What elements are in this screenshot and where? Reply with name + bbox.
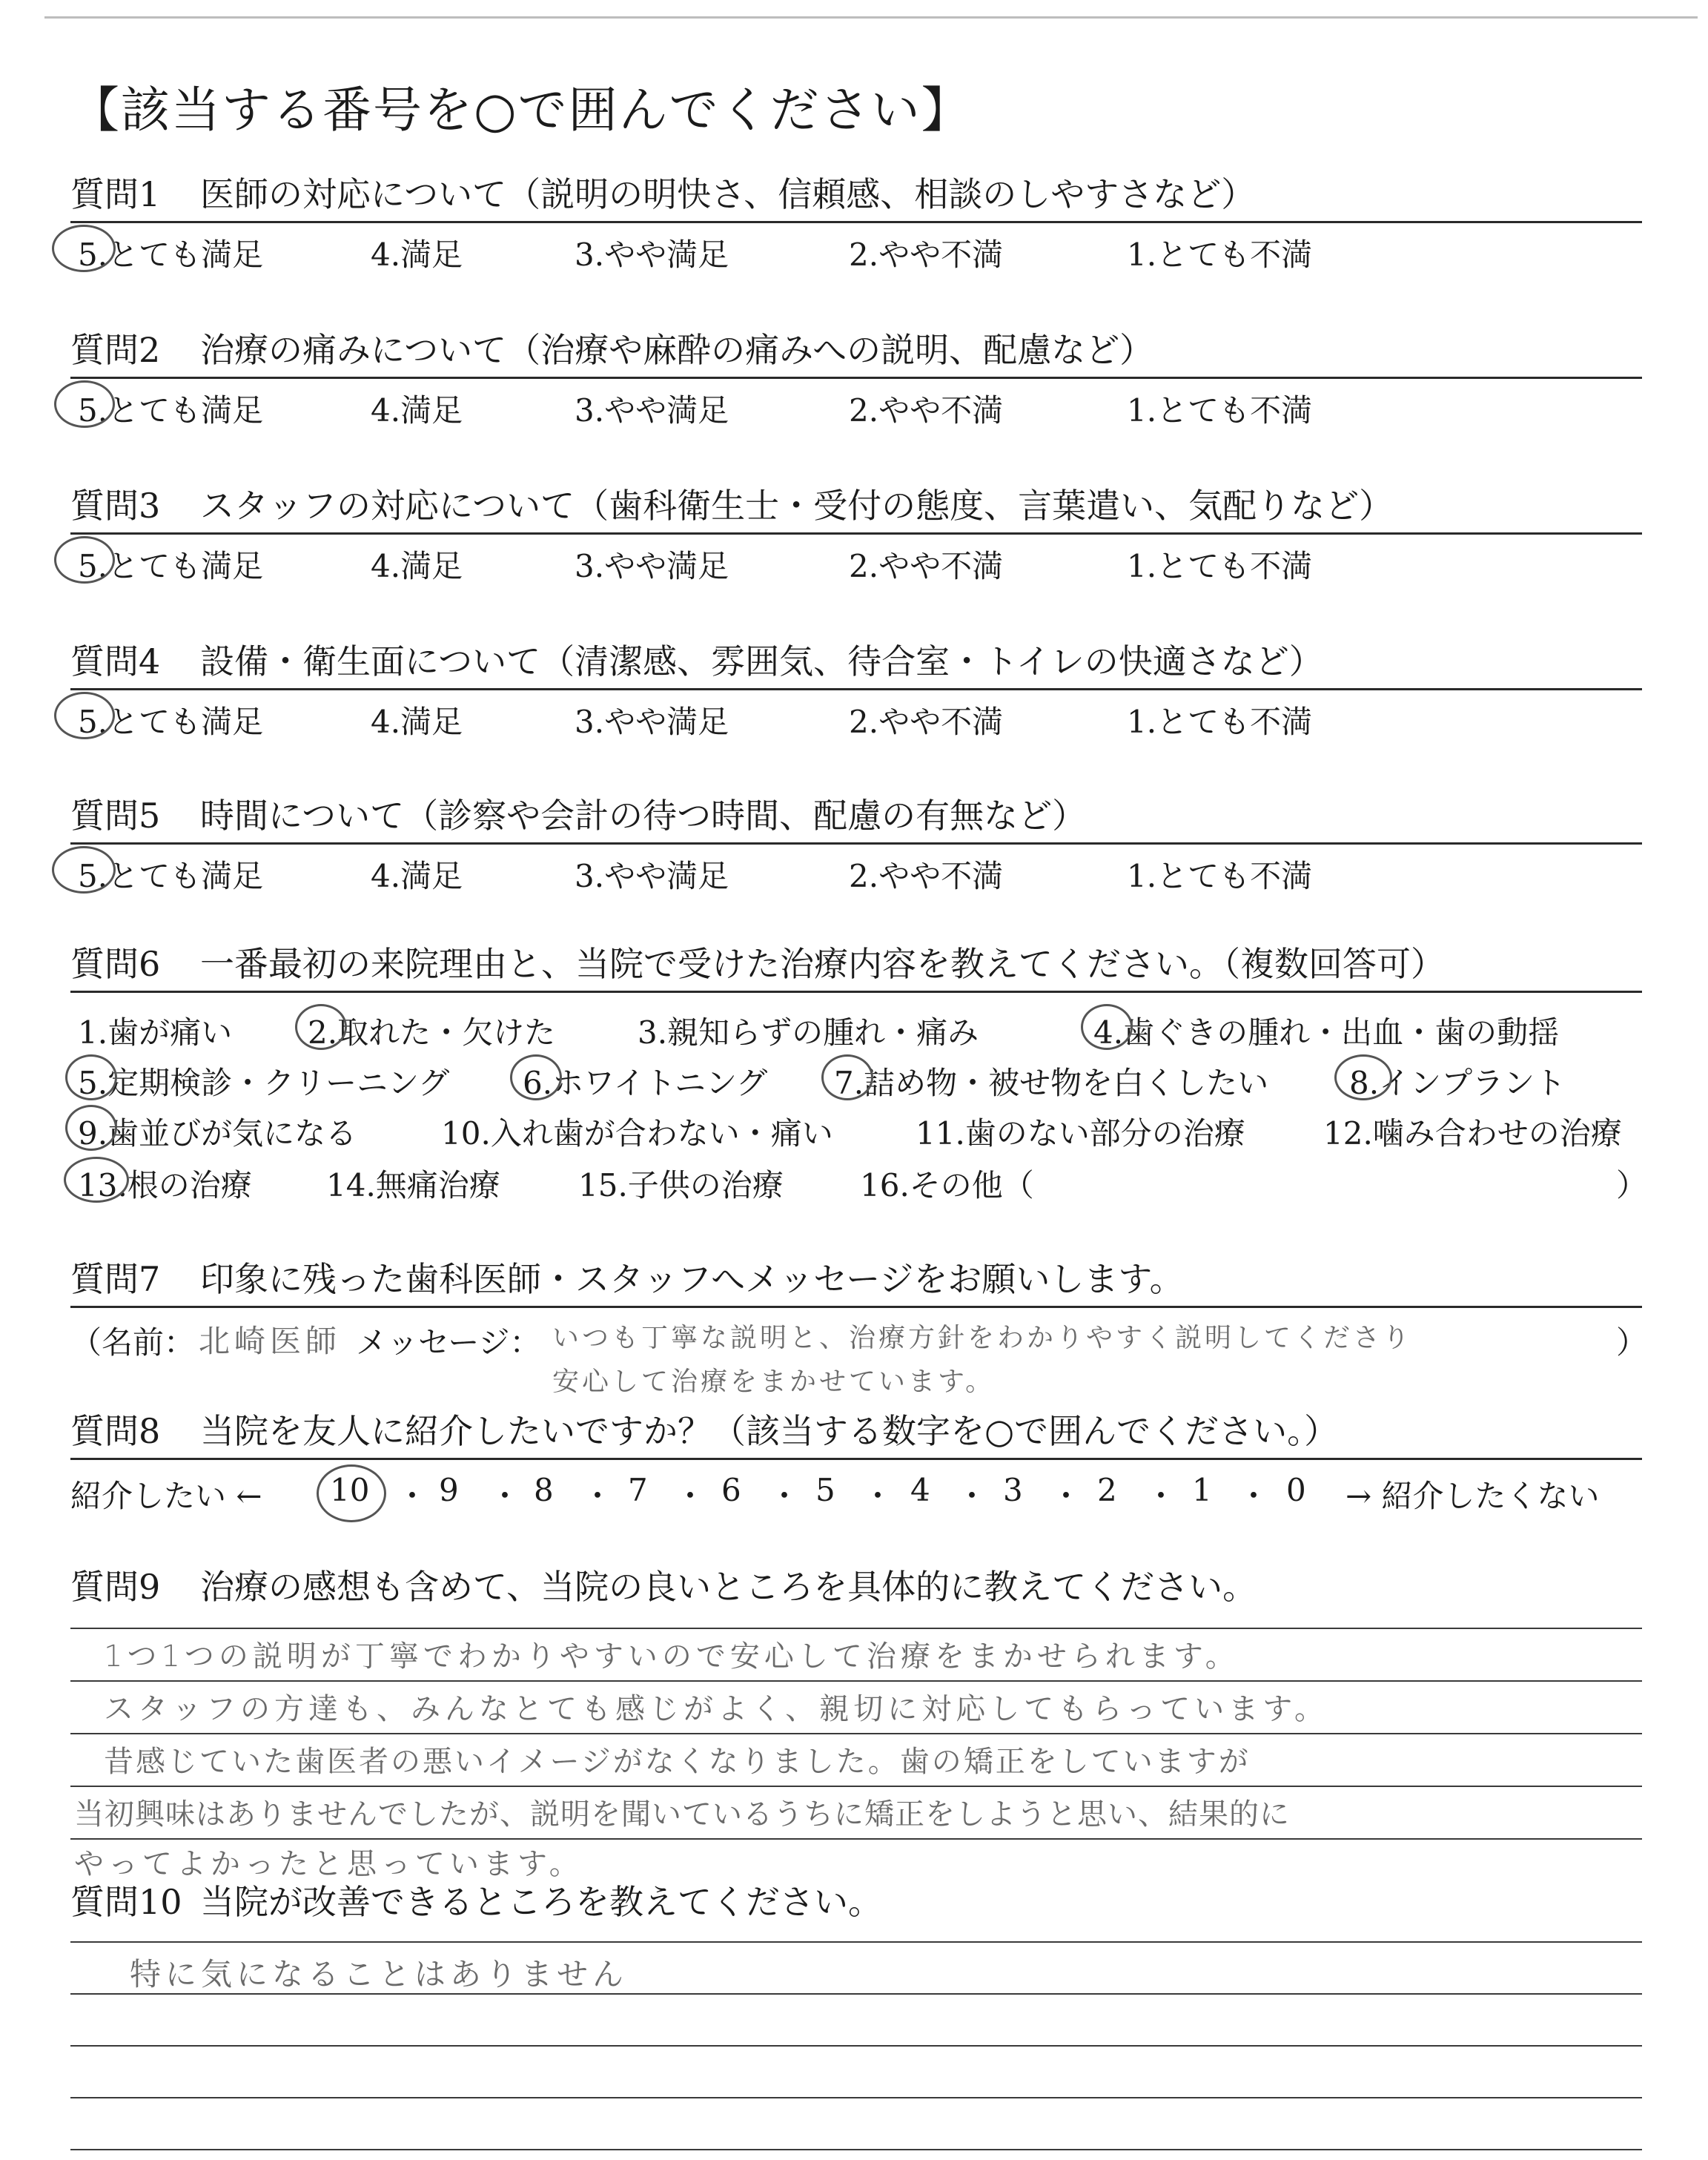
question-5-options [70,845,1642,894]
scale-dot: ・ [582,1478,614,1514]
scale-dot: ・ [769,1478,801,1514]
q6-option-1[interactable]: 1.歯が痛い [78,1014,233,1051]
scale-dot: ・ [862,1478,894,1514]
q6-option-15[interactable]: 15.子供の治療 [578,1167,784,1203]
selection-circle [65,1054,117,1100]
option-1[interactable]: 1.とても不満 [1127,704,1313,740]
question-2-text: 治療の痛みについて（治療や麻酔の痛みへの説明、配慮など） [200,330,1154,370]
q9-answer-line-2[interactable]: スタッフの方達も、みんなとても感じがよく、親切に対応してもらっています。 [104,1692,1328,1726]
selection-circle [54,692,115,739]
question-4-title [70,639,1642,690]
option-2[interactable]: 2.やや不満 [849,704,1004,740]
q7-name-value[interactable]: 北崎医師 [199,1323,342,1359]
selection-circle [54,536,115,584]
question-5 [70,793,1642,894]
question-10-title [70,1880,1642,1924]
question-1 [70,172,1642,273]
question-9-text: 治療の感想も含めて、当院の良いところを具体的に教えてください。 [200,1567,1257,1607]
q6-option-12[interactable]: 12.噛み合わせの治療 [1323,1115,1622,1152]
option-1[interactable]: 1.とても不満 [1127,392,1313,429]
scale-5[interactable]: 5 [815,1472,835,1508]
question-7-text: 印象に残った歯科医師・スタッフへメッセージをお願いします。 [200,1259,1184,1299]
page-title: 【該当する番号を○で囲んでください】 [70,82,972,139]
scale-dot: ・ [956,1478,988,1514]
option-5[interactable]: 5.とても満足 [78,392,264,429]
scale-9[interactable]: 9 [439,1472,459,1508]
scale-3[interactable]: 3 [1003,1472,1023,1508]
scale-8[interactable]: 8 [534,1472,554,1508]
question-2-options [70,379,1642,429]
question-4-label: 質問4 [70,641,161,681]
scale-1[interactable]: 1 [1192,1472,1212,1508]
q9-answer-line-4[interactable]: 当初興味はありませんでしたが、説明を聞いているうちに矯正をしようと思い、結果的に [74,1797,1290,1832]
question-7-title [70,1257,1642,1308]
scale-dot: ・ [1145,1478,1177,1514]
selection-circle [1081,1004,1133,1050]
scale-dot: ・ [1050,1478,1082,1514]
option-4[interactable]: 4.満足 [371,858,463,894]
question-8-title [70,1409,1642,1460]
option-2[interactable]: 2.やや不満 [849,392,1004,429]
option-2[interactable]: 2.やや不満 [849,237,1004,273]
option-4[interactable]: 4.満足 [371,548,463,584]
option-3[interactable]: 3.やや満足 [575,858,729,894]
scale-10[interactable]: 10 [330,1472,370,1508]
option-3[interactable]: 3.やや満足 [575,704,729,740]
q10-answer-line-1[interactable]: 特に気になることはありません [130,1956,629,1992]
option-1[interactable]: 1.とても不満 [1127,858,1313,894]
option-1[interactable]: 1.とても不満 [1127,548,1313,584]
scale-dot: ・ [675,1478,706,1514]
recommend-scale [70,1472,1642,1516]
question-2-title [70,328,1642,379]
scale-7[interactable]: 7 [628,1472,648,1508]
selection-circle [317,1464,386,1522]
question-6 [70,942,1642,993]
question-1-title [70,172,1642,223]
selection-circle [65,1105,117,1151]
option-4[interactable]: 4.満足 [371,392,463,429]
option-5[interactable]: 5.とても満足 [78,237,264,273]
answer-line [70,1838,1642,1840]
answer-line [70,1941,1642,1943]
q7-message-line-1[interactable]: いつも丁寧な説明と、治療方針をわかりやすく説明してくださり [552,1323,1413,1353]
selection-circle [54,380,115,428]
question-5-label: 質問5 [70,796,161,836]
answer-line [70,2149,1642,2150]
question-7 [70,1257,1642,1308]
question-10-text: 当院が改善できるところを教えてください。 [200,1882,882,1922]
question-4 [70,639,1642,740]
answer-line [70,1786,1642,1787]
option-4[interactable]: 4.満足 [371,237,463,273]
selection-circle [510,1054,562,1100]
question-5-text: 時間について（診察や会計の待つ時間、配慮の有無など） [200,796,1087,836]
q6-option-7[interactable]: 7.詰め物・被せ物を白くしたい [834,1065,1269,1101]
option-2[interactable]: 2.やや不満 [849,858,1004,894]
question-2-label: 質問2 [70,330,161,370]
scale-left-label: 紹介したい ← [70,1478,262,1514]
q6-option-13[interactable]: 13.根の治療 [78,1167,252,1203]
question-8 [70,1409,1642,1460]
option-1[interactable]: 1.とても不満 [1127,237,1313,273]
question-3-title [70,483,1642,535]
scale-0[interactable]: 0 [1286,1472,1306,1508]
scale-2[interactable]: 2 [1097,1472,1117,1508]
top-border [44,16,1698,19]
q6-option-16[interactable]: 16.その他（ [860,1167,1034,1203]
question-2 [70,328,1642,429]
question-6-text: 一番最初の来院理由と、当院で受けた治療内容を教えてください。（複数回答可） [200,944,1445,984]
answer-line [70,1680,1642,1682]
scale-dot: ・ [489,1478,521,1514]
question-9-label: 質問9 [70,1567,161,1607]
selection-circle [295,1004,347,1050]
question-9 [70,1565,1642,1609]
question-3-text: スタッフの対応について（歯科衛生士・受付の態度、言葉遣い、気配りなど） [200,486,1394,526]
q6-option-8[interactable]: 8.インプラント [1349,1065,1566,1101]
question-1-text: 医師の対応について（説明の明快さ、信頼感、相談のしやすさなど） [200,174,1256,214]
q9-answer-line-1[interactable]: 1つ1つの説明が丁寧でわかりやすいので安心して治療をまかせられます。 [104,1639,1239,1674]
question-6-title [70,942,1642,993]
answer-line [70,2045,1642,2047]
q9-answer-line-3[interactable]: 昔感じていた歯医者の悪いイメージがなくなりました。歯の矯正をしていますが [104,1745,1251,1779]
selection-circle [1334,1054,1392,1100]
q6-option-10[interactable]: 10.入れ歯が合わない・痛い [441,1115,833,1152]
question-3-options [70,535,1642,584]
question-10 [70,1880,1642,1924]
option-5[interactable]: 5.とても満足 [78,858,264,894]
q6-option-11[interactable]: 11.歯のない部分の治療 [916,1115,1245,1152]
option-5[interactable]: 5.とても満足 [78,548,264,584]
question-4-text: 設備・衛生面について（清潔感、雰囲気、待合室・トイレの快適さなど） [200,641,1323,681]
question-4-options [70,690,1642,740]
question-8-text: 当院を友人に紹介したいですか？（該当する数字を○で囲んでください。） [200,1411,1339,1451]
question-7-label: 質問7 [70,1259,161,1299]
scale-dot: ・ [1238,1478,1270,1514]
question-1-label: 質問1 [70,174,161,214]
question-1-options [70,223,1642,273]
scale-4[interactable]: 4 [910,1472,930,1508]
question-8-label: 質問8 [70,1411,161,1451]
option-3[interactable]: 3.やや満足 [575,237,729,273]
q7-message-line-2[interactable]: 安心して治療をまかせています。 [552,1367,996,1397]
q7-name-label: （名前： [70,1324,196,1361]
q6-option-14[interactable]: 14.無痛治療 [326,1167,500,1203]
scale-6[interactable]: 6 [721,1472,741,1508]
q7-message-label: メッセージ： [356,1324,541,1361]
q6-option-6[interactable]: 6.ホワイトニング [523,1065,768,1101]
option-5[interactable]: 5.とても満足 [78,704,264,740]
selection-circle [52,225,116,272]
question-5-title [70,793,1642,845]
answer-line [70,2097,1642,2098]
q6-option-9[interactable]: 9.歯並びが気になる [78,1115,357,1152]
scale-dot: ・ [397,1478,428,1514]
q6-option-3[interactable]: 3.親知らずの腫れ・痛み [638,1014,979,1051]
question-9-title [70,1565,1642,1609]
option-4[interactable]: 4.満足 [371,704,463,740]
selection-circle [64,1157,129,1203]
selection-circle [821,1054,873,1100]
q7-close-paren: ） [1616,1324,1648,1361]
question-6-label: 質問6 [70,944,161,984]
scale-right-label: → 紹介したくない [1345,1478,1600,1514]
q9-answer-line-5[interactable]: やってよかったと思っています。 [74,1847,583,1881]
question-10-label: 質問10 [70,1882,182,1922]
q6-other-close-paren: ） [1616,1167,1648,1203]
question-3 [70,483,1642,584]
selection-circle [52,846,116,894]
answer-line [70,1733,1642,1734]
q6-option-4[interactable]: 4.歯ぐきの腫れ・出血・歯の動揺 [1093,1014,1560,1051]
answer-line [70,1628,1642,1629]
q6-option-2[interactable]: 2.取れた・欠けた [308,1014,556,1051]
option-3[interactable]: 3.やや満足 [575,548,729,584]
question-3-label: 質問3 [70,486,161,526]
option-3[interactable]: 3.やや満足 [575,392,729,429]
option-2[interactable]: 2.やや不満 [849,548,1004,584]
q6-option-5[interactable]: 5.定期検診・クリーニング [78,1065,450,1101]
